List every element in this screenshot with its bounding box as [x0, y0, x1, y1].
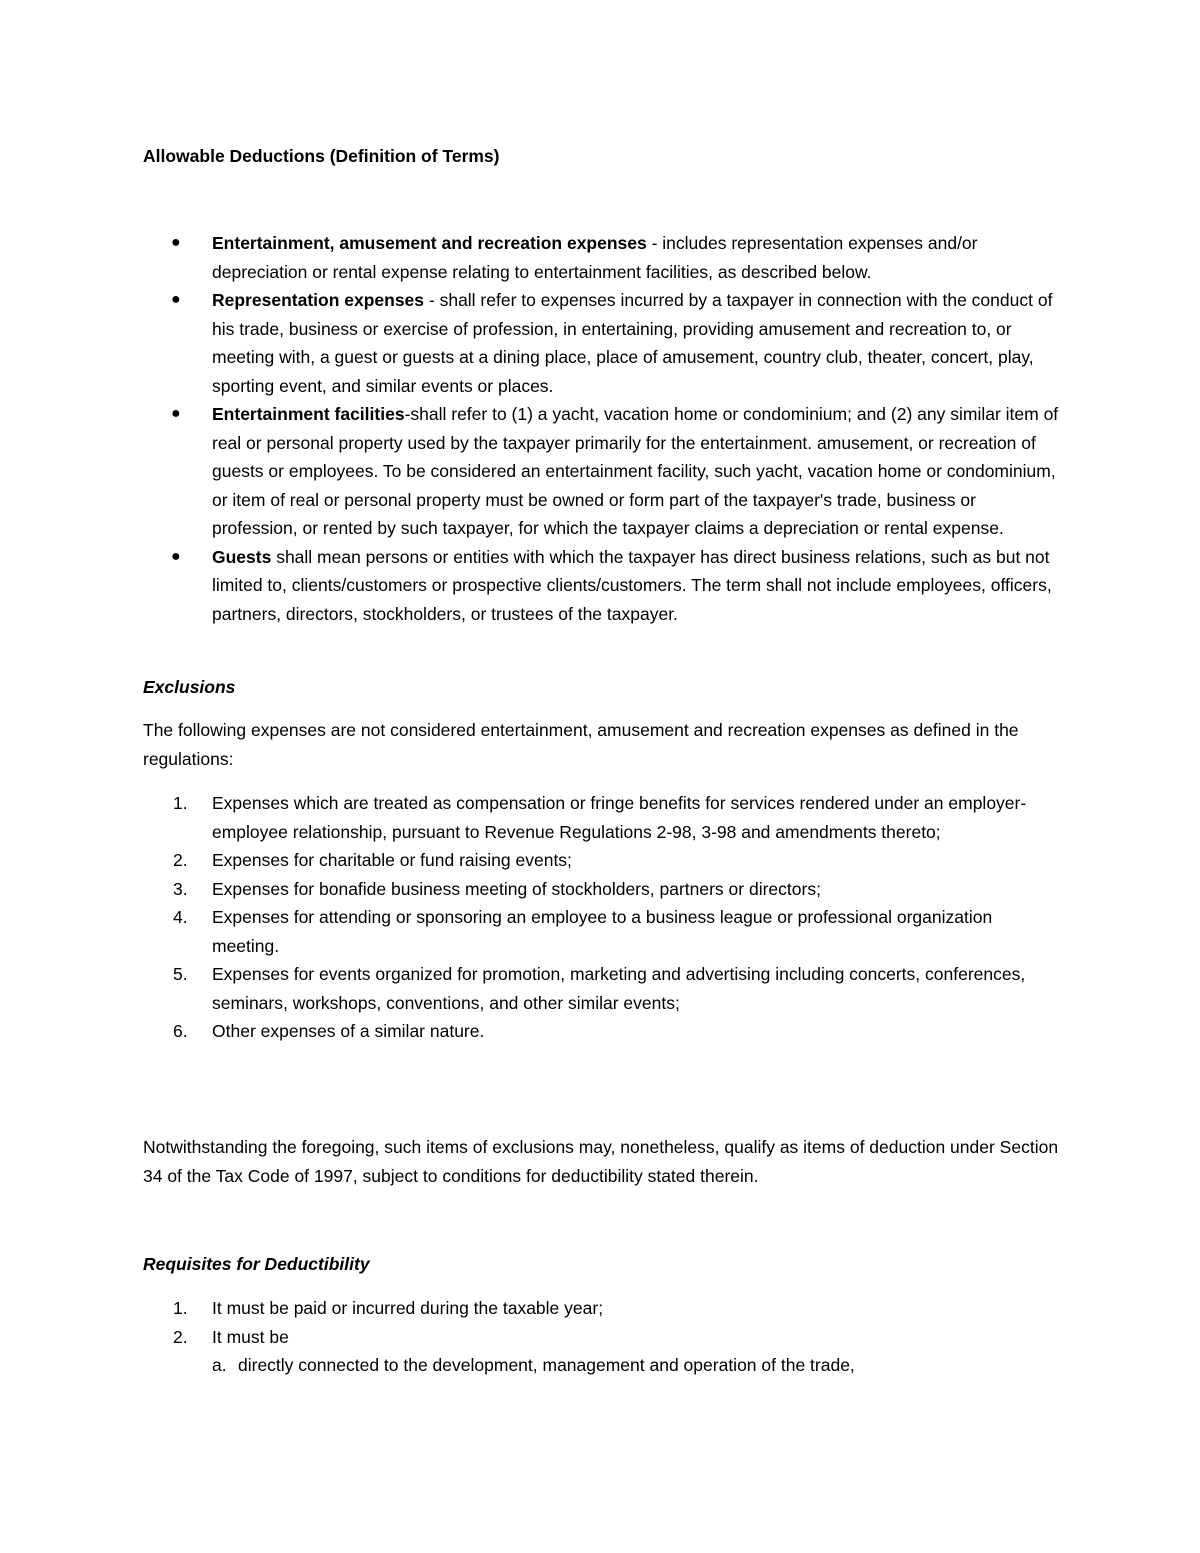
list-item-text: Expenses for bonafide business meeting of stockholders, partners or directors; [212, 878, 821, 899]
list-item-text: It must be paid or incurred during the taxable year; [212, 1298, 604, 1318]
list-item [143, 960, 1063, 1017]
definition-term: Entertainment facilities [212, 404, 405, 424]
definition-term: Guests [212, 546, 272, 567]
definition-term: Representation expenses [212, 290, 425, 310]
list-number: 2. [173, 850, 188, 870]
exclusions-list [143, 789, 1063, 1046]
document-title: Allowable Deductions (Definition of Terms) [143, 146, 500, 166]
requisites-sublist [212, 1351, 1063, 1380]
definitions-list [143, 229, 1063, 628]
list-number: 3. [173, 878, 188, 899]
definition-text: shall mean persons or entities with which the taxpayer has direct business relations, such as but not limited to, clients/customers or prospective clients/customers. The term shall not include employees, officers, partners, directors, stockholders, or trustees of the taxpayer. [212, 546, 1052, 624]
list-letter: a. [212, 1355, 227, 1375]
list-item [143, 1323, 1063, 1380]
list-item-text: Expenses for attending or sponsoring an employee to a business league or professional organization meeting. [212, 907, 993, 956]
list-number: 5. [173, 964, 188, 984]
list-number: 6. [173, 1021, 188, 1041]
definition-text: -shall refer to (1) a yacht, vacation home or condominium; and (2) any similar item of real or personal property used by the taxpayer primarily for the entertainment. amusement, or recreation of guests or employees. To be considered an entertainment facility, such yacht, vacation home or condominium, or item of real or personal property must be owned or form part of the taxpayer's trade, business or profession, or rented by such taxpayer, for which the taxpayer claims a depreciation or rental expense. [212, 404, 1059, 538]
bullet-icon: ● [171, 547, 181, 565]
definition-term: Entertainment, amusement and recreation expenses [212, 233, 647, 253]
list-item [143, 229, 1063, 286]
list-item-text: directly connected to the development, management and operation of the trade, [238, 1355, 855, 1375]
list-item [143, 789, 1063, 846]
list-item [212, 1351, 1063, 1380]
bullet-icon: ● [171, 291, 181, 308]
list-item [143, 400, 1063, 543]
bullet-icon: ● [171, 234, 181, 251]
list-item-text: Expenses which are treated as compensation or fringe benefits for services rendered under an employer-employee relationship, pursuant to Revenue Regulations 2-98, 3-98 and amendments thereto; [212, 793, 1027, 842]
requisites-heading: Requisites for Deductibility [143, 1254, 370, 1274]
list-number: 4. [173, 907, 188, 927]
list-item [143, 1294, 1063, 1323]
bullet-icon: ● [171, 405, 181, 422]
exclusions-intro: The following expenses are not considered entertainment, amusement and recreation expenses as defined in the regulations: [143, 720, 1019, 769]
list-item [143, 875, 1063, 904]
list-item-text: Other expenses of a similar nature. [212, 1021, 485, 1041]
list-item-text: Expenses for events organized for promotion, marketing and advertising including concerts, conferences, seminars, workshops, conventions, and other similar events; [212, 964, 1026, 1013]
list-item-text: It must be [212, 1326, 289, 1347]
definition-text: - shall refer to expenses incurred by a taxpayer in connection with the conduct of his trade, business or exercise of profession, in entertaining, providing amusement and recreation to, or meeting with, a guest or guests at a dining place, place of amusement, country club, theater, concert, play, sporting event, and similar events or places. [212, 290, 1053, 396]
exclusions-heading: Exclusions [143, 677, 236, 697]
list-item [143, 1017, 1063, 1046]
list-item-text: Expenses for charitable or fund raising events; [212, 850, 572, 870]
list-item [143, 903, 1063, 960]
list-number: 1. [173, 1298, 188, 1318]
list-item [143, 286, 1063, 400]
list-number: 1. [173, 793, 188, 813]
list-item [143, 543, 1063, 629]
requisites-list [143, 1294, 1063, 1380]
definition-text: - includes representation expenses and/or depreciation or rental expense relating to entertainment facilities, as described below. [212, 233, 978, 282]
list-item [143, 846, 1063, 875]
list-number: 2. [173, 1326, 188, 1347]
exclusions-note: Notwithstanding the foregoing, such items of exclusions may, nonetheless, qualify as items of deduction under Section 34 of the Tax Code of 1997, subject to conditions for deductibility stated therein. [143, 1137, 1059, 1186]
